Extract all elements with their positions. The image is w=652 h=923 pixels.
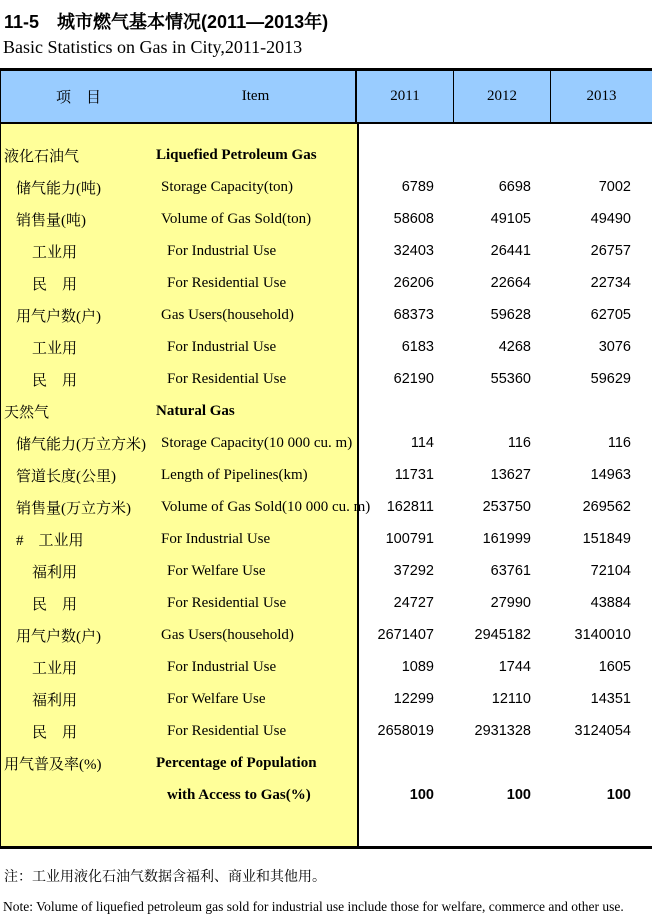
table-row	[1, 651, 652, 683]
row-label-zh: 储气能力(万立方米)	[16, 436, 146, 453]
value-2013: 151849	[582, 531, 631, 547]
footnote-en: Note: Volume of liquefied petroleum gas sold for industrial use include those for welfare, commerce and other use.	[3, 899, 624, 914]
value-2012: 55360	[490, 371, 531, 387]
value-2013: 100	[606, 787, 631, 803]
row-label-en: For Residential Use	[167, 274, 287, 291]
row-label-zh: 液化石油气	[4, 148, 80, 165]
value-2011: 6183	[401, 339, 434, 355]
value-2011: 37292	[393, 563, 434, 579]
row-label-en: with Access to Gas(%)	[167, 786, 311, 803]
row-label-zh: 天然气	[4, 404, 50, 421]
value-2013: 116	[607, 435, 631, 451]
row-label-en: Percentage of Population	[156, 754, 317, 771]
value-2013: 3076	[598, 339, 631, 355]
table-row	[1, 427, 652, 459]
header-item-cell	[1, 71, 357, 122]
value-2012: 2931328	[474, 723, 531, 739]
row-label-zh: 民 用	[32, 276, 78, 293]
value-2012: 59628	[490, 307, 531, 323]
row-label-zh: 用气户数(户)	[16, 628, 101, 645]
row-label-en: Liquefied Petroleum Gas	[156, 146, 317, 163]
value-2013: 62705	[590, 307, 631, 323]
value-2012: 13627	[490, 467, 531, 483]
value-2011: 100791	[385, 531, 434, 547]
header-year-2013: 2013	[586, 88, 617, 104]
table-row	[1, 203, 652, 235]
row-label-zh: 民 用	[32, 596, 78, 613]
row-label-zh: 工业用	[32, 340, 78, 357]
value-2011: 68373	[393, 307, 434, 323]
row-label-en: For Industrial Use	[167, 338, 277, 355]
value-2013: 43884	[590, 595, 631, 611]
row-label-en: For Industrial Use	[167, 242, 277, 259]
table-row	[1, 779, 652, 811]
row-label-zh: 销售量(万立方米)	[16, 500, 131, 517]
value-2011: 12299	[393, 691, 434, 707]
value-2013: 3124054	[574, 723, 631, 739]
row-label-en: Natural Gas	[156, 402, 235, 419]
row-label-en: For Welfare Use	[167, 690, 266, 707]
value-2013: 7002	[598, 179, 631, 195]
table-row	[1, 267, 652, 299]
value-2013: 269562	[582, 499, 631, 515]
row-label-en: For Industrial Use	[161, 530, 271, 547]
table-row	[1, 139, 652, 171]
table-row	[1, 459, 652, 491]
value-2012: 49105	[490, 211, 531, 227]
row-label-zh: 用气普及率(%)	[4, 756, 102, 773]
value-2012: 63761	[490, 563, 531, 579]
row-label-zh: 用气户数(户)	[16, 308, 101, 325]
row-label-en: Storage Capacity(ton)	[161, 178, 294, 195]
header-year-2012: 2012	[454, 71, 551, 122]
value-2013: 22734	[590, 275, 631, 291]
value-2013: 3140010	[574, 627, 631, 643]
value-2011: 26206	[393, 275, 434, 291]
table-row	[1, 171, 652, 203]
table-row	[1, 619, 652, 651]
row-label-en: Volume of Gas Sold(ton)	[161, 210, 312, 227]
value-2012: 22664	[490, 275, 531, 291]
row-label-en: Gas Users(household)	[161, 626, 294, 643]
row-label-en: For Industrial Use	[167, 658, 277, 675]
statistics-table	[0, 68, 652, 849]
header-year-2011: 2011	[357, 71, 454, 122]
table-row	[1, 491, 652, 523]
value-2012: 1744	[498, 659, 531, 675]
value-2013: 72104	[590, 563, 631, 579]
value-2011: 62190	[393, 371, 434, 387]
value-2013: 14963	[590, 467, 631, 483]
table-row	[1, 235, 652, 267]
row-label-zh: 民 用	[32, 372, 78, 389]
row-label-en: Length of Pipelines(km)	[161, 466, 308, 483]
row-label-zh: 销售量(吨)	[16, 212, 86, 229]
value-2011: 100	[409, 787, 434, 803]
value-2013: 26757	[590, 243, 631, 259]
value-2011: 2658019	[377, 723, 434, 739]
value-2013: 59629	[590, 371, 631, 387]
table-title-en: Basic Statistics on Gas in City,2011-2013	[3, 37, 303, 57]
row-label-en: Volume of Gas Sold(10 000 cu. m)	[161, 498, 371, 515]
table-row	[1, 363, 652, 395]
value-2011: 11731	[394, 467, 434, 483]
value-2012: 2945182	[474, 627, 531, 643]
row-label-en: For Residential Use	[167, 370, 287, 387]
value-2012: 27990	[490, 595, 531, 611]
value-2012: 161999	[482, 531, 531, 547]
row-label-zh: 工业用	[32, 660, 78, 677]
value-2013: 49490	[590, 211, 631, 227]
row-label-zh: 储气能力(吨)	[16, 180, 101, 197]
table-body	[1, 124, 652, 846]
value-2012: 100	[506, 787, 531, 803]
row-label-zh: # 工业用	[16, 532, 84, 549]
value-2011: 24727	[393, 595, 434, 611]
value-2012: 116	[507, 435, 531, 451]
value-2011: 114	[410, 435, 434, 451]
value-2011: 1089	[401, 659, 434, 675]
header-item-label-zh: 项 目	[55, 90, 101, 106]
table-row	[1, 299, 652, 331]
row-label-zh: 工业用	[32, 244, 78, 261]
table-title-zh: 11-5 城市燃气基本情况(2011—2013年)	[4, 12, 329, 32]
value-2013: 1605	[598, 659, 631, 675]
row-label-zh: 福利用	[32, 692, 78, 709]
table-row	[1, 555, 652, 587]
header-item-label-en: Item	[241, 88, 270, 104]
value-2013: 14351	[590, 691, 631, 707]
table-header-row	[1, 71, 652, 124]
row-label-zh: 福利用	[32, 564, 78, 581]
table-row	[1, 747, 652, 779]
table-row	[1, 331, 652, 363]
value-2011: 58608	[393, 211, 434, 227]
value-2012: 26441	[490, 243, 531, 259]
value-2011: 2671407	[377, 627, 434, 643]
row-label-zh: 民 用	[32, 724, 78, 741]
value-2011: 162811	[386, 499, 434, 515]
footnote-zh: 注：工业用液化石油气数据含福利、商业和其他用。	[4, 870, 326, 885]
table-row	[1, 395, 652, 427]
value-2012: 6698	[498, 179, 531, 195]
row-label-en: Gas Users(household)	[161, 306, 294, 323]
table-row	[1, 523, 652, 555]
row-label-en: For Residential Use	[167, 594, 287, 611]
value-2012: 12110	[491, 691, 531, 707]
value-2012: 4268	[498, 339, 531, 355]
table-row	[1, 587, 652, 619]
row-label-zh: 管道长度(公里)	[16, 468, 116, 485]
row-label-en: Storage Capacity(10 000 cu. m)	[161, 434, 353, 451]
table-row	[1, 683, 652, 715]
value-2012: 253750	[482, 499, 531, 515]
table-row	[1, 715, 652, 747]
row-label-en: For Residential Use	[167, 722, 287, 739]
row-label-en: For Welfare Use	[167, 562, 266, 579]
value-2011: 6789	[401, 179, 434, 195]
value-2011: 32403	[393, 243, 434, 259]
